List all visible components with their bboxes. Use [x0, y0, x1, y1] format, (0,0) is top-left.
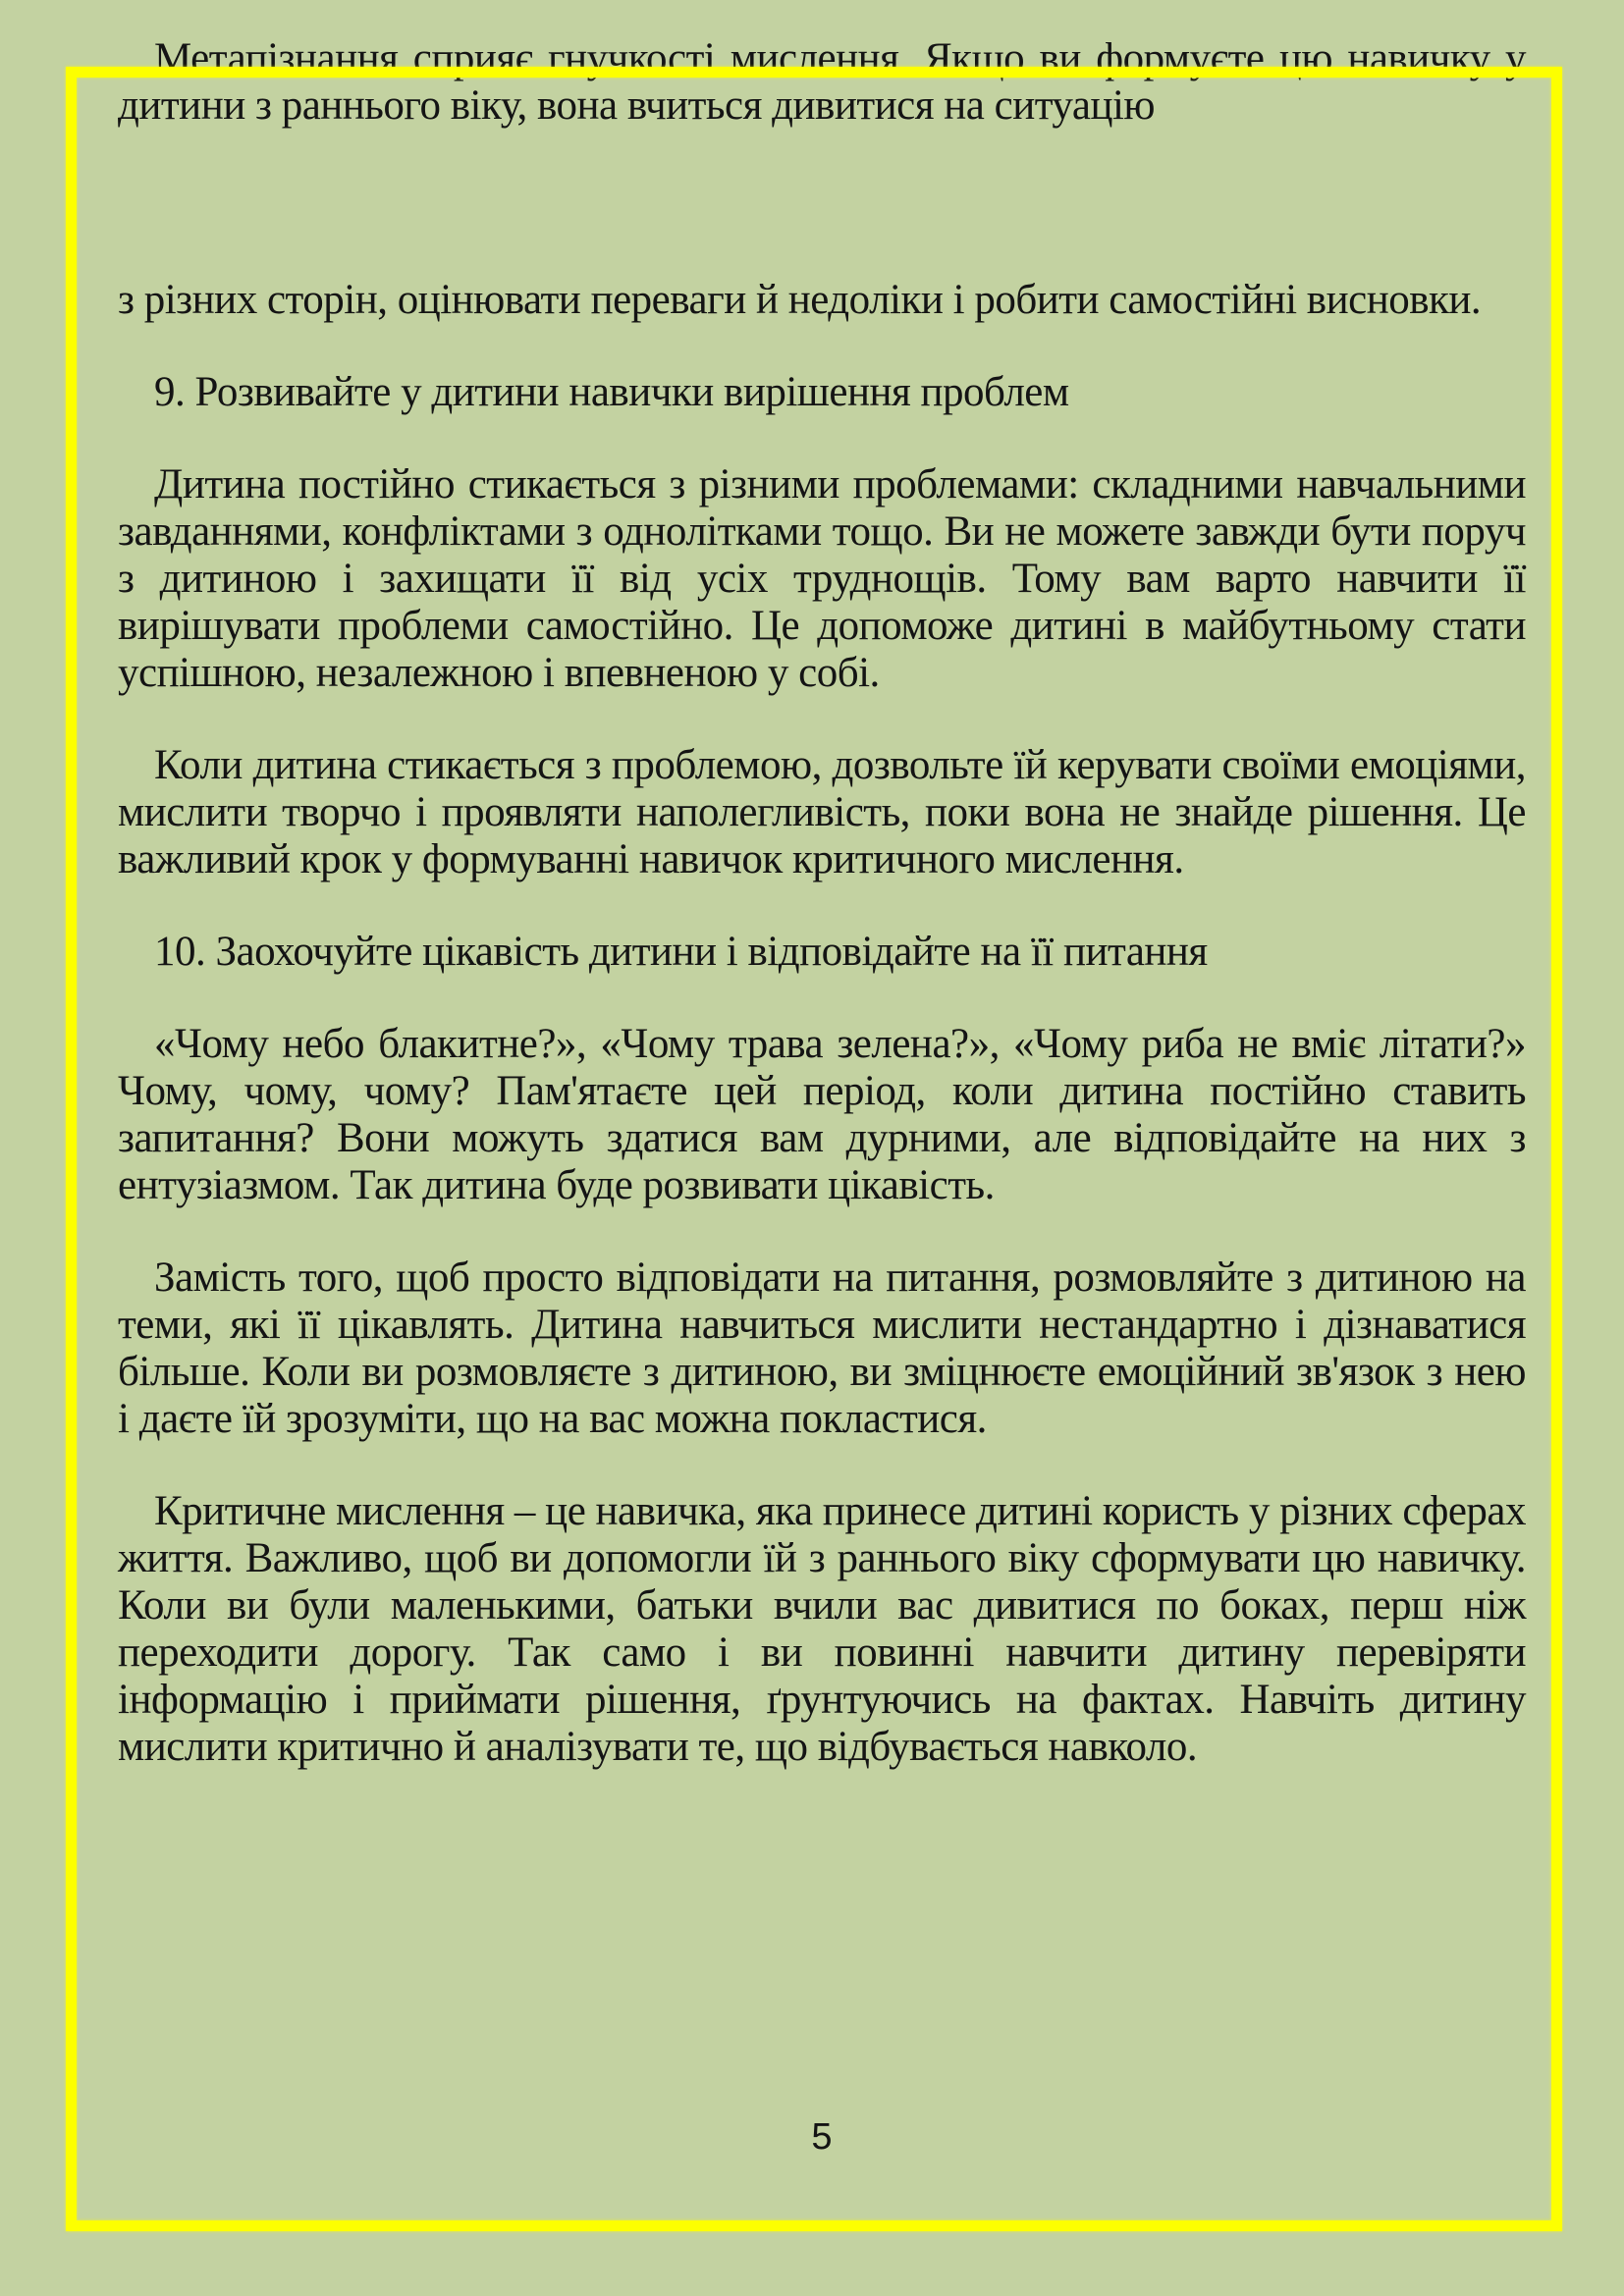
text-body	[118, 35, 1526, 1816]
heading-tip-9: 9. Розвивайте у дитини навички вирішення проблем	[154, 369, 1069, 415]
blank-gap	[118, 130, 1526, 277]
paragraph-problems-1: Дитина постійно стикається з різними проблемами: складними навчальними завданнями, конфліктами з однолітками тощо. Ви не можете завжди бути поруч з дитиною і захищати її від усіх труднощів. Тому вам варто навчити її вирішувати проблеми самостійно. Це допоможе дитині в майбутньому стати успішною, незалежною і впевненою у собі.	[118, 461, 1526, 696]
paragraph-metacognition-continuation: з різних сторін, оцінювати переваги й недоліки і робити самостійні висновки.	[118, 277, 1482, 323]
paragraph-metacognition-start: Метапізнання сприяє гнучкості мислення. Якщо ви формуєте цю навичку у дитини з раннього віку, вона вчиться дивитися на ситуацію	[118, 35, 1526, 129]
paragraph-conclusion: Критичне мислення – це навичка, яка принесе дитині користь у різних сферах життя. Важливо, щоб ви допомогли їй з раннього віку сформувати цю навичку. Коли ви були маленькими, батьки вчили вас дивитися по боках, перш ніж переходити дорогу. Так само і ви повинні навчити дитину перевіряти інформацію і приймати рішення, ґрунтуючись на фактах. Навчіть дитину мислити критично й аналізувати те, що відбувається навколо.	[118, 1488, 1526, 1770]
paragraph-curiosity-1: «Чому небо блакитне?», «Чому трава зелена?», «Чому риба не вміє літати?» Чому, чому, чому? Пам'ятаєте цей період, коли дитина постійно ставить запитання? Вони можуть здатися вам дурними, але відповідайте на них з ентузіазмом. Так дитина буде розвивати цікавість.	[118, 1021, 1526, 1208]
page-number: 5	[811, 2116, 833, 2158]
paragraph-curiosity-2: Замість того, щоб просто відповідати на питання, розмовляйте з дитиною на теми, які її цікавлять. Дитина навчиться мислити нестандартно і дізнаватися більше. Коли ви розмовляєте з дитиною, ви зміцнюєте емоційний зв'язок з нею і даєте їй зрозуміти, що на вас можна покластися.	[118, 1255, 1526, 1442]
heading-tip-10: 10. Заохочуйте цікавість дитини і відповідайте на її питання	[154, 929, 1208, 975]
paragraph-problems-2: Коли дитина стикається з проблемою, дозвольте їй керувати своїми емоціями, мислити творчо і проявляти наполегливість, поки вона не знайде рішення. Це важливий крок у формуванні навичок критичного мислення.	[118, 742, 1526, 882]
